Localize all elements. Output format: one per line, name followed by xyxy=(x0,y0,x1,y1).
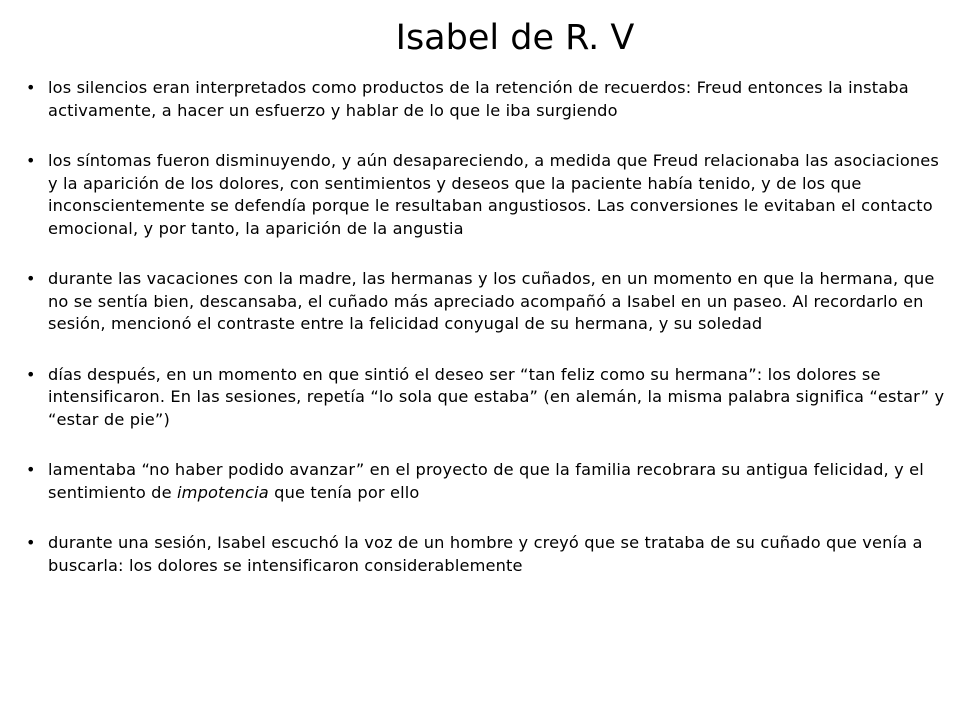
bullet-text: durante las vacaciones con la madre, las hermanas y los cuñados, en un momento en que la hermana, que no se sentía bien, descansaba, el cuñado más apreciado acompañó a Isabel en un paseo. Al recordarlo en sesión, mencionó el contraste entre la felicidad conyugal de su hermana, y su soledad xyxy=(48,269,935,333)
bullet-text-before: lamentaba “no haber podido avanzar” en el proyecto de que la familia recobrara su antigua felicidad, y el sentimiento de xyxy=(48,460,924,502)
bullet-text-after: que tenía por ello xyxy=(268,482,420,502)
bullet-emphasis: impotencia xyxy=(177,482,269,502)
bullet-text: los síntomas fueron disminuyendo, y aún desapareciendo, a medida que Freud relacionaba las asociaciones y la aparición de los dolores, con sentimientos y deseos que la paciente había tenido, y de los que inconscientemente se defendía porque le resultaban angustiosos. Las conversiones le evitaban el contacto emocional, y por tanto, la aparición de la angustia xyxy=(48,151,939,238)
bullet-item xyxy=(48,532,948,577)
bullet-text: los silencios eran interpretados como productos de la retención de recuerdos: Freud entonces la instaba activamente, a hacer un esfuerzo y hablar de lo que le iba surgiendo xyxy=(48,78,909,120)
bullet-text: durante una sesión, Isabel escuchó la voz de un hombre y creyó que se trataba de su cuñado que venía a buscarla: los dolores se intensificaron considerablemente xyxy=(48,533,923,575)
bullet-item xyxy=(48,364,948,432)
bullet-item xyxy=(48,77,948,122)
slide-title: Isabel de R. V xyxy=(395,18,635,58)
bullet-list xyxy=(48,77,948,605)
bullet-text: días después, en un momento en que sintió el deseo ser “tan feliz como su hermana”: los dolores se intensificaron. En las sesiones, repetía “lo sola que estaba” (en alemán, la misma palabra significa “estar” y “estar de pie”) xyxy=(48,364,945,429)
bullet-item xyxy=(48,150,948,240)
bullet-item xyxy=(48,459,948,504)
bullet-item xyxy=(48,268,948,336)
